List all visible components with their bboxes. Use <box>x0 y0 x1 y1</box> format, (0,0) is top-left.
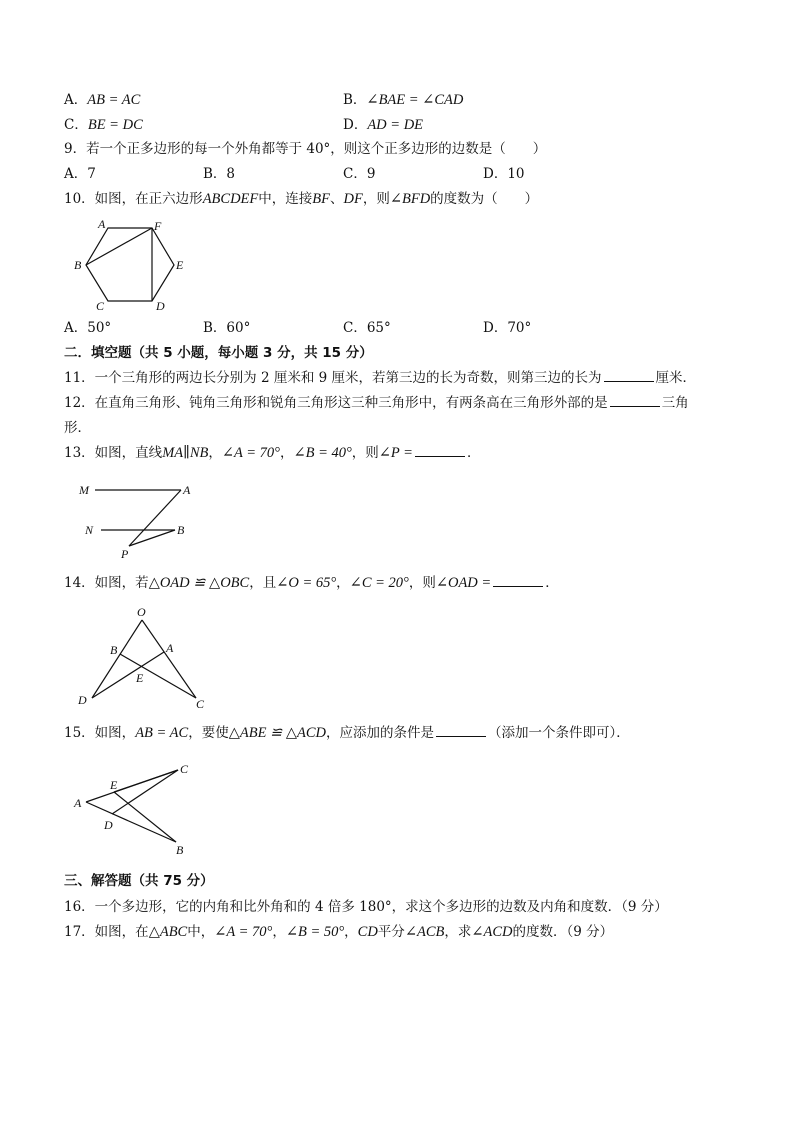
segment-eb <box>114 792 176 842</box>
q8-option-a: A．AB = AC <box>64 92 141 108</box>
label-p: P <box>121 547 129 561</box>
label-c: C <box>196 697 205 711</box>
label-e: E <box>110 778 118 792</box>
q15-triangles-figure <box>70 758 200 858</box>
label-a: A <box>98 217 106 231</box>
q10-hexagon-figure <box>70 218 200 318</box>
label-b: B <box>110 643 118 657</box>
label-b: B <box>177 523 185 537</box>
segment-dc <box>112 770 178 814</box>
segment-ec <box>114 770 178 792</box>
q9-option-b: B．8 <box>203 166 236 182</box>
segment-bf <box>86 228 152 265</box>
q16-text: 16．一个多边形，它的内角和比外角和的 4 倍多 180°，求这个多边形的边数及内角和度数．（9 分） <box>64 899 668 915</box>
q13-parallel-lines-figure <box>75 478 205 563</box>
segment-od <box>92 620 142 698</box>
q13-answer-blank[interactable] <box>415 444 465 457</box>
label-o: O <box>137 605 146 619</box>
section-3-title: 三、解答题（共 75 分） <box>64 873 214 889</box>
label-e: E <box>176 258 184 272</box>
q12-text: 12．在直角三角形、钝角三角形和锐角三角形这三种三角形中，有两条高在三角形外部的是 三角 <box>64 395 689 411</box>
q13-text: 13．如图，直线MA∥NB，∠A = 70°，∠B = 40°，则∠P = ． <box>64 445 481 461</box>
label-m: M <box>79 483 89 497</box>
label-d: D <box>156 299 165 313</box>
q9-option-c: C．9 <box>343 166 376 182</box>
q11-text: 11．一个三角形的两边长分别为 2 厘米和 9 厘米，若第三边的长为奇数，则第三边的长为 厘米． <box>64 370 697 386</box>
q9-option-a: A．7 <box>64 166 96 182</box>
label-n: N <box>85 523 94 537</box>
q14-congruent-triangles-figure <box>70 604 220 714</box>
q8-option-c: C．BE = DC <box>64 117 143 133</box>
q10-option-d: D．70° <box>483 320 532 336</box>
label-a: A <box>74 796 82 810</box>
q14-text: 14．如图，若△OAD ≌ △OBC，且∠O = 65°，∠C = 20°，则∠OAD = ． <box>64 575 559 591</box>
q11-answer-blank[interactable] <box>604 369 654 382</box>
q17-text: 17．如图，在△ABC中，∠A = 70°，∠B = 50°，CD平分∠ACB，求∠ACD的度数．（9 分） <box>64 924 614 940</box>
label-f: F <box>154 219 162 233</box>
q14-answer-blank[interactable] <box>493 574 543 587</box>
label-c: C <box>96 299 105 313</box>
q15-text: 15．如图，AB = AC，要使△ABE ≌ △ACD，应添加的条件是 （添加一个条件即可）． <box>64 725 630 741</box>
label-e: E <box>136 671 144 685</box>
q10-option-c: C．65° <box>343 320 391 336</box>
label-a: A <box>166 641 174 655</box>
q10-text: 10．如图，在正六边形ABCDEF中，连接BF、DF，则∠BFD的度数为（ ） <box>64 191 539 207</box>
segment-ab <box>86 802 176 842</box>
q8-option-b: B．∠BAE = ∠CAD <box>343 92 464 108</box>
hexagon-outline <box>86 228 174 301</box>
q9-option-d: D．10 <box>483 166 525 182</box>
q15-answer-blank[interactable] <box>436 724 486 737</box>
q10-option-a: A．50° <box>64 320 112 336</box>
segment-bc <box>120 654 196 698</box>
label-b: B <box>176 843 184 857</box>
q12-text-line2: 形． <box>64 420 91 436</box>
label-c: C <box>180 762 189 776</box>
section-2-title: 二．填空题（共 5 小题，每小题 3 分，共 15 分） <box>64 345 373 361</box>
label-b: B <box>74 258 82 272</box>
q8-option-d: D．AD = DE <box>343 117 424 133</box>
q10-option-b: B．60° <box>203 320 251 336</box>
label-a: A <box>183 483 191 497</box>
segment-ap <box>129 490 181 546</box>
q12-answer-blank[interactable] <box>610 394 660 407</box>
q9-text: 9．若一个正多边形的每一个外角都等于 40°，则这个正多边形的边数是（ ） <box>64 141 547 157</box>
label-d: D <box>78 693 87 707</box>
segment-oc <box>142 620 196 698</box>
label-d: D <box>104 818 113 832</box>
